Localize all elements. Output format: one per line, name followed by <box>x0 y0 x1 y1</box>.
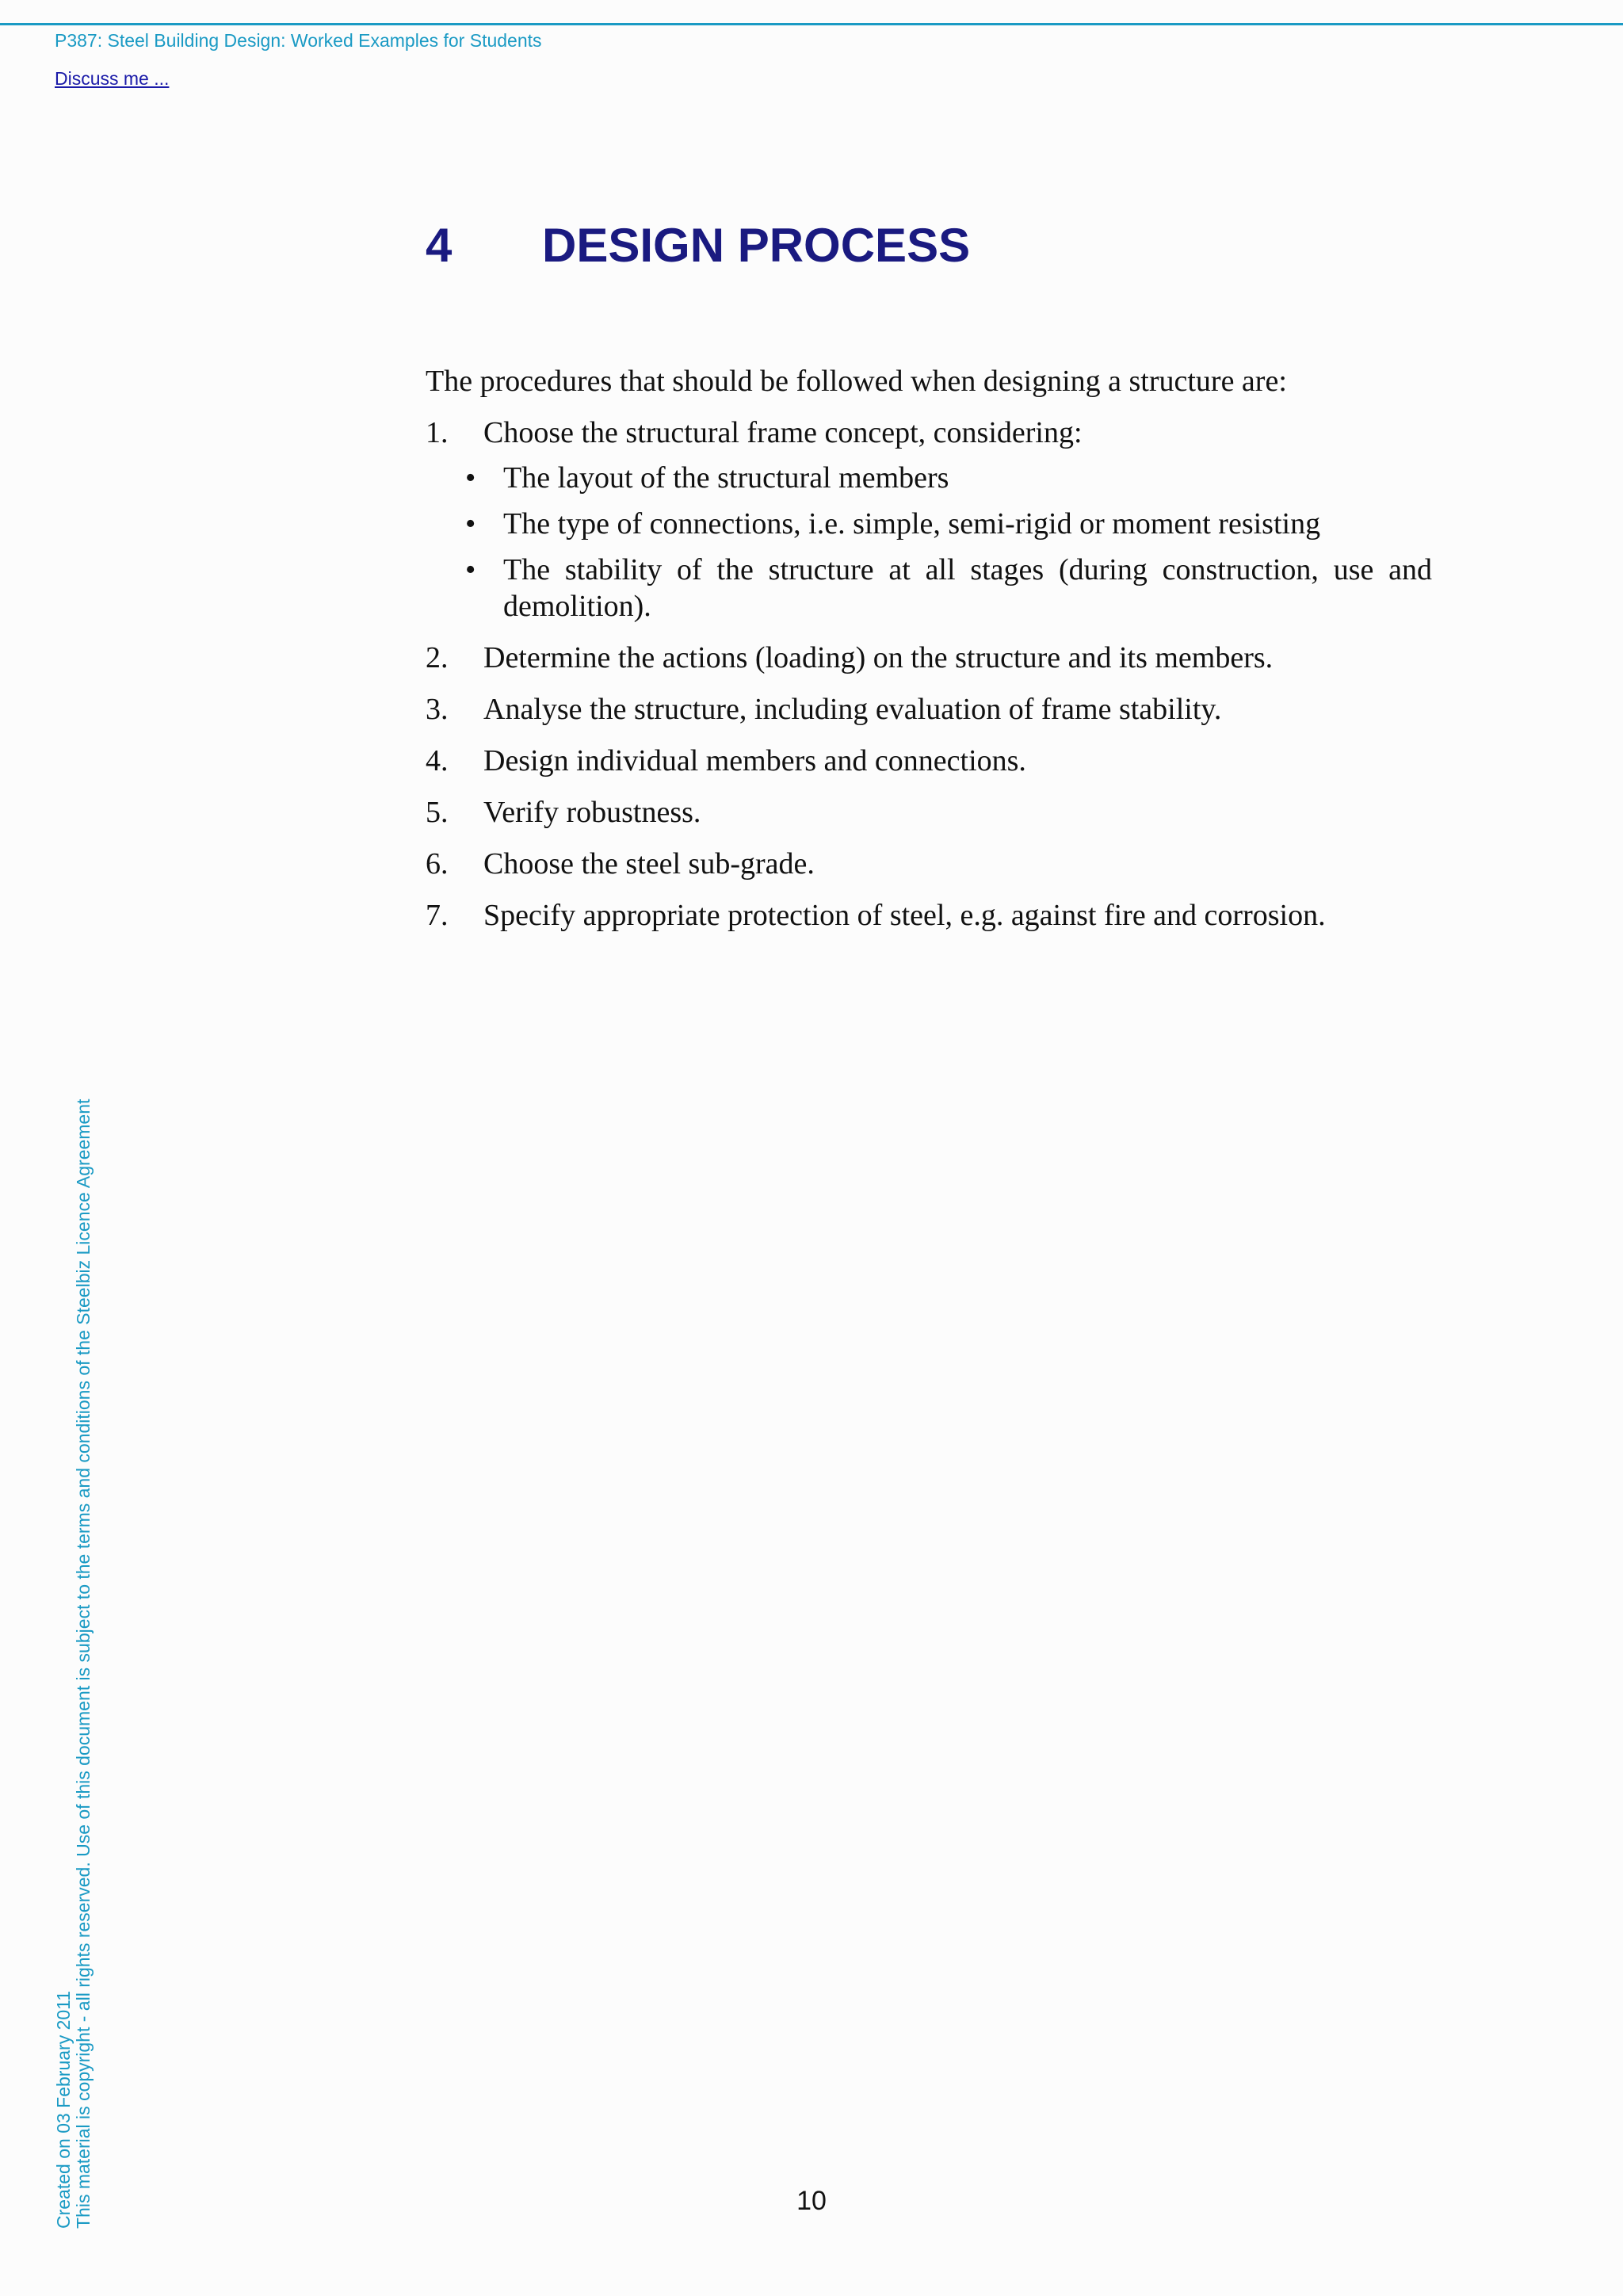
procedure-step-3 <box>426 691 1432 728</box>
step-text: Determine the actions (loading) on the structure and its members. <box>483 641 1274 674</box>
step-number: 4. <box>426 744 449 777</box>
step-number: 3. <box>426 693 449 726</box>
step-text: Specify appropriate protection of steel, e.g. against fire and corrosion. <box>483 899 1326 932</box>
procedure-step-4 <box>426 743 1432 779</box>
step-text: Choose the structural frame concept, considering: <box>483 416 1083 449</box>
intro-paragraph: The procedures that should be followed when designing a structure are: <box>426 365 1287 398</box>
step-number: 1. <box>426 416 449 449</box>
procedure-step-1 <box>426 415 1432 625</box>
bullet-icon: • <box>465 553 476 586</box>
step-text: Analyse the structure, including evaluation of frame stability. <box>483 693 1222 726</box>
created-date-note: Created on 03 February 2011 <box>53 1990 74 2229</box>
consideration-item <box>426 460 1432 496</box>
header-rule <box>0 23 1623 25</box>
chapter-heading <box>426 219 971 272</box>
step-number: 5. <box>426 796 449 829</box>
consideration-item <box>426 506 1432 542</box>
procedure-list <box>426 415 1432 934</box>
step-text: Verify robustness. <box>483 796 701 829</box>
step-number: 2. <box>426 641 449 674</box>
consideration-text: The stability of the structure at all stages (during construction, use and demolition). <box>503 553 1432 623</box>
step-text: Choose the steel sub-grade. <box>483 847 815 881</box>
chapter-body <box>426 363 1432 949</box>
bullet-icon: • <box>465 461 476 495</box>
consideration-text: The type of connections, i.e. simple, semi-rigid or moment resisting <box>503 507 1321 541</box>
step-text: Design individual members and connections. <box>483 744 1026 777</box>
bullet-icon: • <box>465 507 476 541</box>
procedure-step-5 <box>426 794 1432 831</box>
page-number: 10 <box>796 2186 827 2216</box>
copyright-notice: This material is copyright - all rights reserved. Use of this document is subject to the terms and conditions of the Steelbiz Licence Agreement <box>73 1098 94 2229</box>
copyright-side-note <box>54 1099 94 2229</box>
chapter-title: DESIGN PROCESS <box>542 219 971 272</box>
step-number: 6. <box>426 847 449 881</box>
procedure-step-7 <box>426 897 1432 934</box>
consideration-list <box>426 460 1432 625</box>
step-number: 7. <box>426 899 449 932</box>
document-title: P387: Steel Building Design: Worked Examples for Students <box>55 30 542 51</box>
chapter-number: 4 <box>426 219 453 272</box>
consideration-item <box>426 552 1432 625</box>
procedure-step-6 <box>426 846 1432 882</box>
discuss-link[interactable]: Discuss me ... <box>55 68 170 89</box>
consideration-text: The layout of the structural members <box>503 461 949 495</box>
procedure-step-2 <box>426 640 1432 676</box>
